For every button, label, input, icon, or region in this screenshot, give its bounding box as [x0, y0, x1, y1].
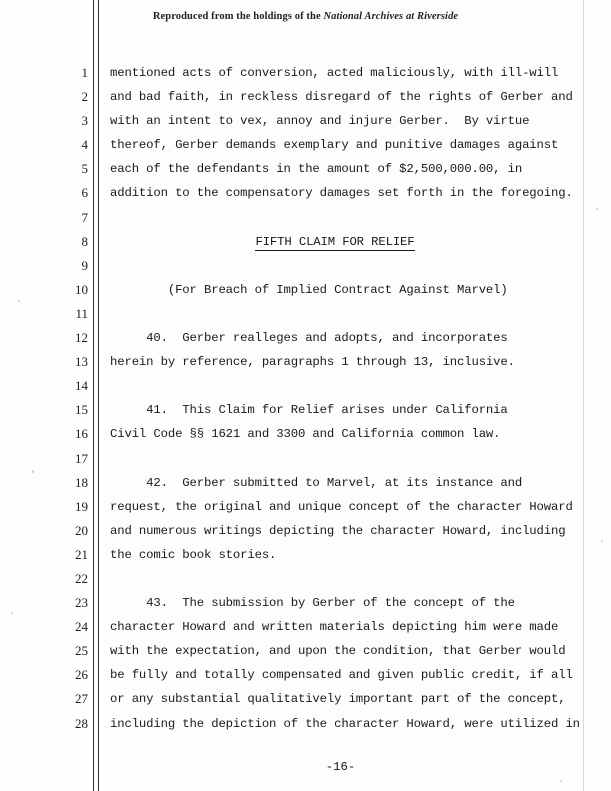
pleading-rule-left-inner	[98, 0, 99, 791]
line-number: 22	[75, 570, 88, 586]
archive-header-prefix: Reproduced from the holdings of the	[152, 11, 324, 22]
line-number: 6	[81, 185, 88, 201]
pleading-rule-left-outer	[93, 0, 94, 791]
document-line: addition to the compensatory damages set forth in the foregoing.	[110, 186, 573, 201]
line-number: 10	[75, 281, 88, 297]
line-number: 24	[75, 619, 88, 635]
scan-speck	[11, 612, 13, 614]
document-body	[110, 61, 578, 736]
document-line	[110, 254, 578, 278]
document-line: or any substantial qualitatively important part of the concept,	[110, 692, 566, 707]
line-number: 4	[81, 137, 88, 153]
line-number: 17	[75, 450, 88, 466]
scan-speck	[596, 208, 598, 210]
document-line: Civil Code §§ 1621 and 3300 and California common law.	[110, 427, 501, 442]
line-number: 27	[75, 691, 88, 707]
document-line: request, the original and unique concept of the character Howard	[110, 499, 573, 514]
line-number: 26	[75, 667, 88, 683]
document-line: and bad faith, in reckless disregard of the rights of Gerber and	[110, 90, 573, 105]
document-line: (For Breach of Implied Contract Against Marvel)	[110, 282, 508, 297]
document-line	[110, 447, 578, 471]
document-line: 42. Gerber submitted to Marvel, at its instance and	[110, 475, 523, 490]
document-line: the comic book stories.	[110, 547, 277, 562]
document-line: including the depiction of the character Howard, were utilized in	[110, 716, 580, 731]
line-number: 20	[75, 522, 88, 538]
line-number: 25	[75, 643, 88, 659]
line-number: 3	[81, 113, 88, 129]
document-line: be fully and totally compensated and given public credit, if all	[110, 668, 573, 683]
document-line: herein by reference, paragraphs 1 through 13, inclusive.	[110, 355, 515, 370]
scan-speck	[18, 300, 20, 302]
document-line: 40. Gerber realleges and adopts, and incorporates	[110, 331, 508, 346]
document-line: each of the defendants in the amount of $2,500,000.00, in	[110, 162, 523, 177]
document-line: 41. This Claim for Relief arises under California	[110, 403, 508, 418]
line-number: 19	[75, 498, 88, 514]
line-number: 12	[75, 330, 88, 346]
document-line: with an intent to vex, annoy and injure Gerber. By virtue	[110, 114, 530, 129]
page-number: -16-	[325, 760, 356, 774]
document-line	[110, 302, 578, 326]
line-number: 21	[75, 546, 88, 562]
line-number: 15	[75, 402, 88, 418]
line-number: 23	[75, 595, 88, 611]
scan-speck	[601, 540, 603, 542]
archive-header	[0, 11, 611, 22]
document-line	[110, 374, 578, 398]
line-number: 13	[75, 354, 88, 370]
document-line: character Howard and written materials depicting him were made	[110, 620, 559, 635]
line-number: 18	[75, 474, 88, 490]
document-line: mentioned acts of conversion, acted maliciously, with ill-will	[110, 66, 559, 80]
line-number: 1	[81, 65, 88, 80]
document-line: with the expectation, and upon the condition, that Gerber would	[110, 644, 566, 659]
document-line	[110, 567, 578, 591]
line-number: 14	[75, 378, 88, 394]
line-number: 9	[81, 257, 88, 273]
scan-speck	[32, 470, 34, 473]
claim-heading-text: FIFTH CLAIM FOR RELIEF	[255, 234, 415, 249]
document-line	[110, 206, 578, 230]
document-line: 43. The submission by Gerber of the concept of the	[110, 596, 515, 611]
scan-speck	[560, 780, 562, 782]
document-line: and numerous writings depicting the character Howard, including	[110, 523, 566, 538]
line-number-column	[68, 61, 88, 736]
pleading-rule-right	[583, 0, 584, 791]
line-number: 5	[81, 161, 88, 177]
document-line: thereof, Gerber demands exemplary and punitive damages against	[110, 138, 559, 153]
line-number: 7	[81, 209, 88, 225]
line-number: 16	[75, 426, 88, 442]
line-number: 8	[81, 233, 88, 249]
line-number: 2	[81, 89, 88, 105]
line-number: 11	[75, 305, 88, 321]
archive-header-source: National Archives at Riverside	[323, 11, 459, 22]
claim-heading	[110, 230, 578, 254]
line-number: 28	[75, 715, 88, 731]
